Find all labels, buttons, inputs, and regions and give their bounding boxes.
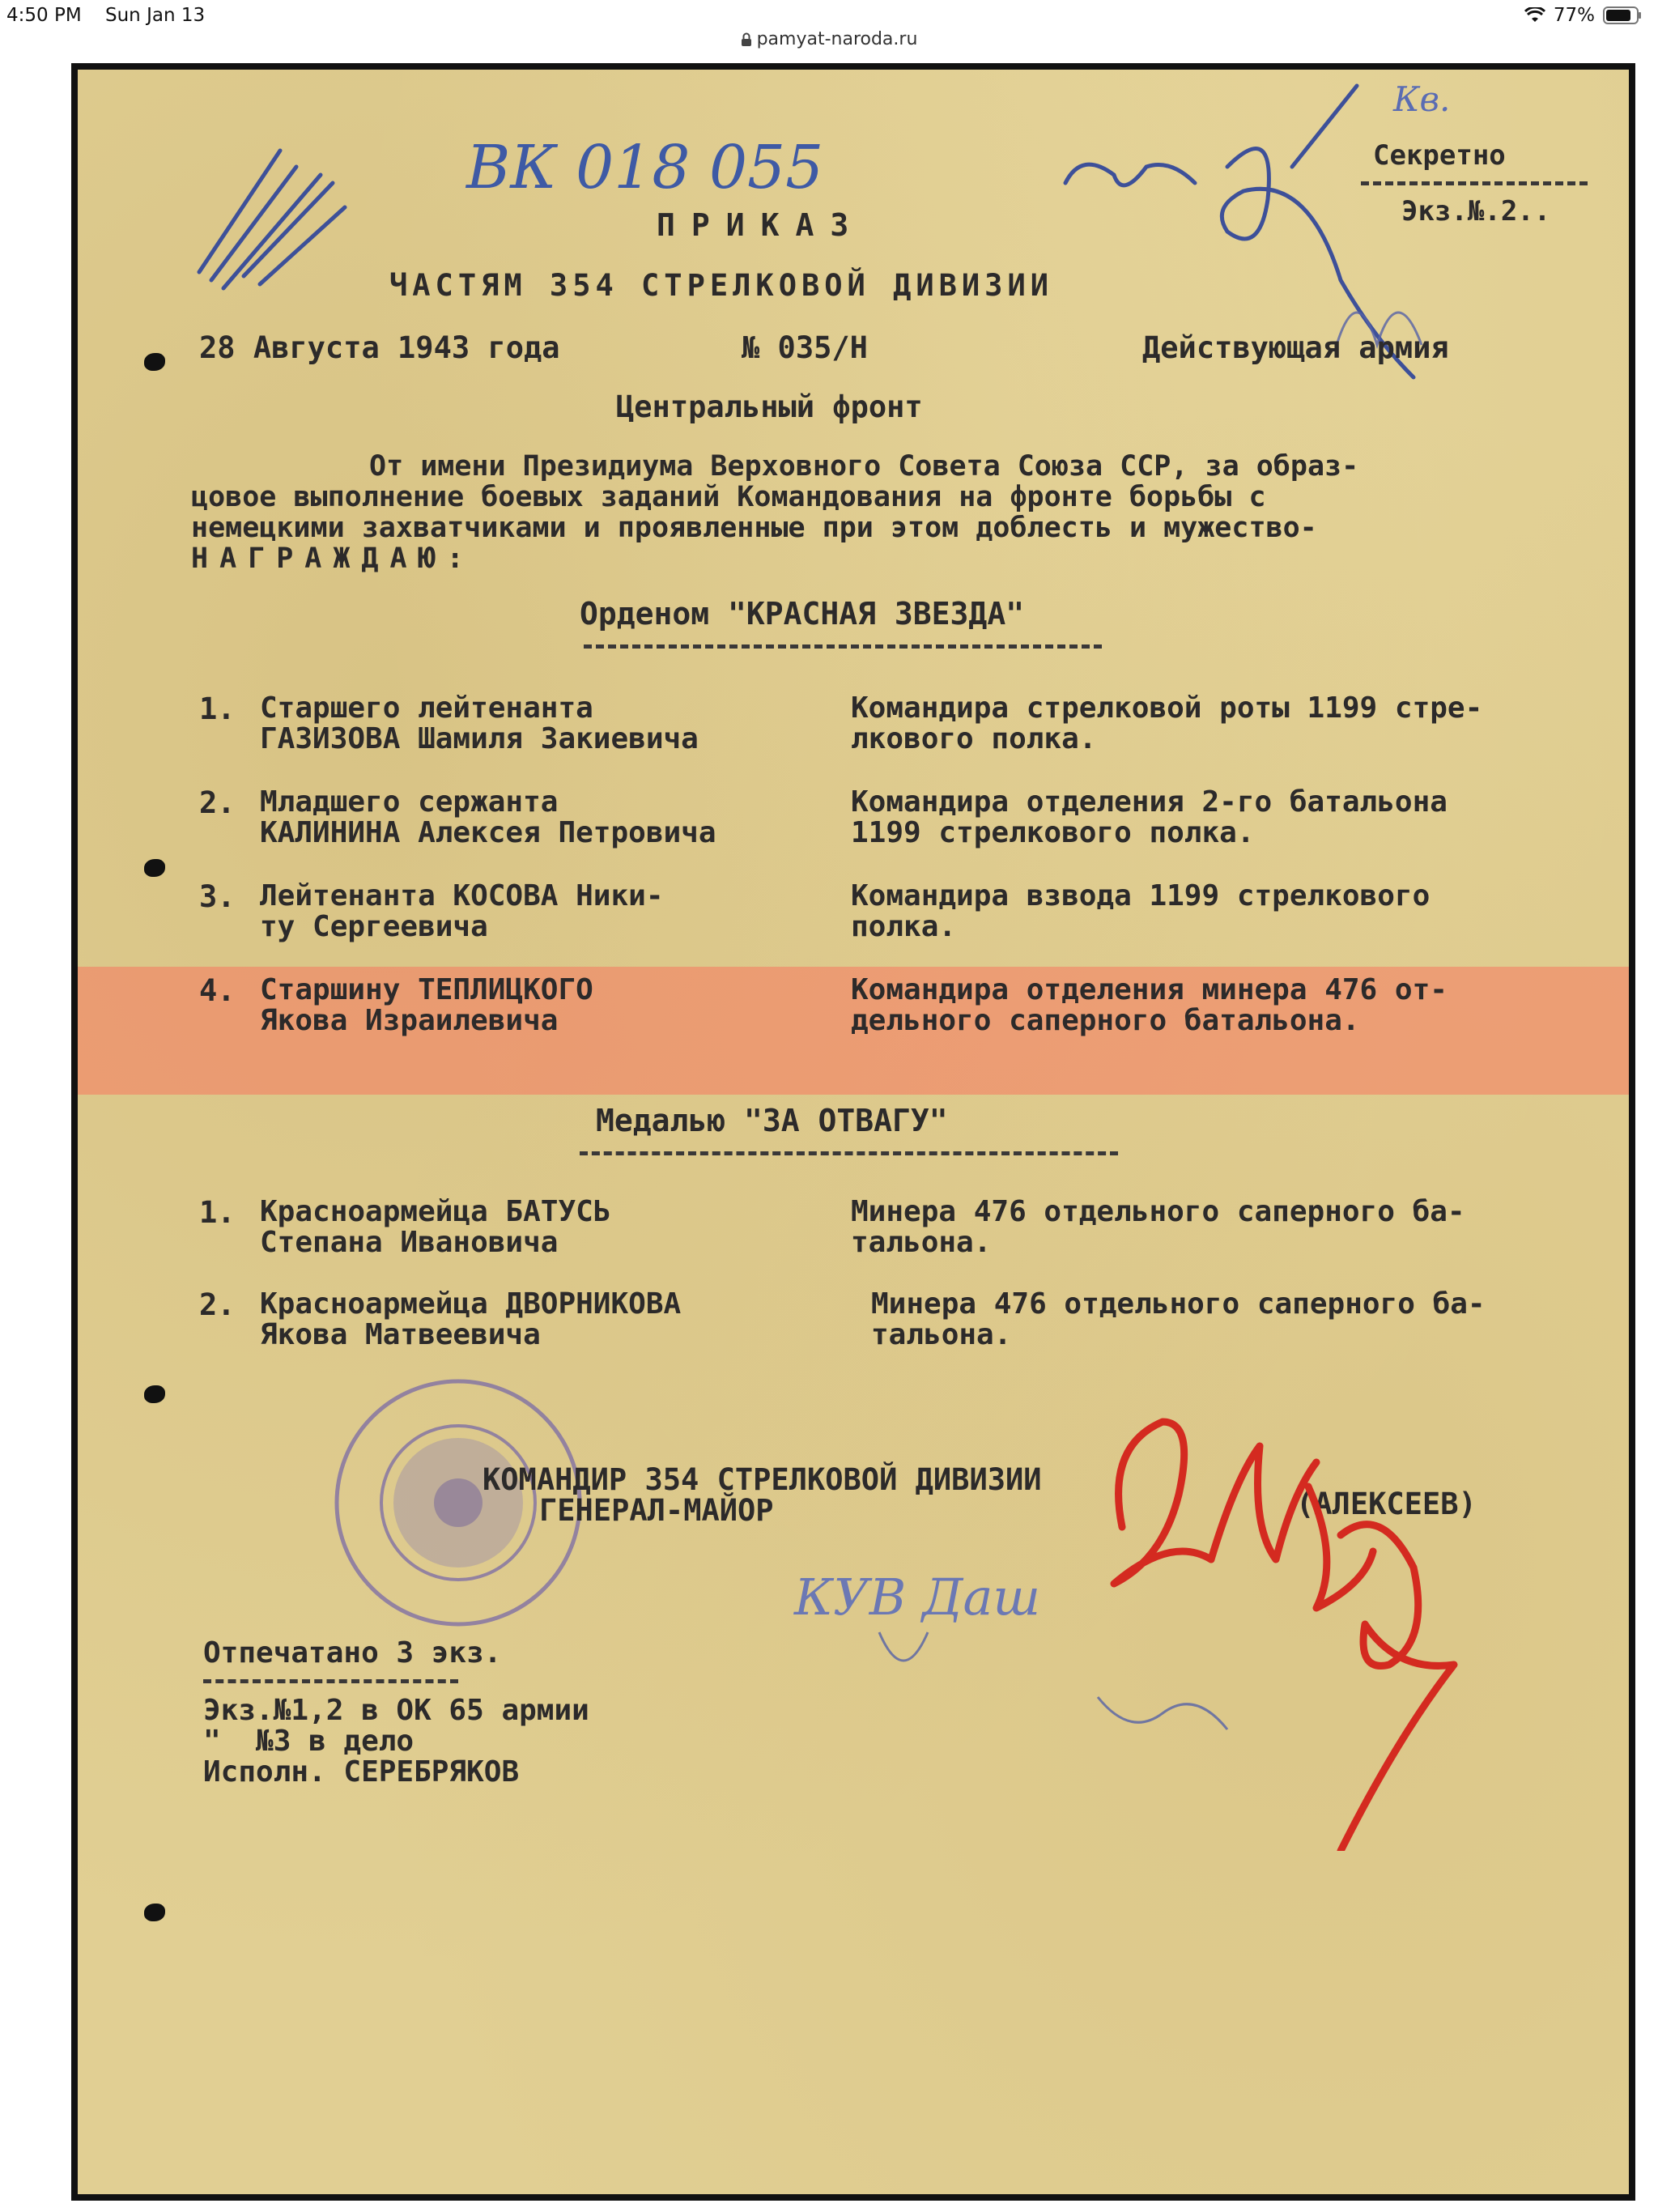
document-page [78,70,1629,2194]
recipient-role: лкового полка. [851,722,1097,755]
army-label: Действующая армия [1142,330,1449,365]
distribution-line: " №3 в дело [203,1725,414,1758]
list-item-number: 3. [199,879,236,914]
section-title-medal-bravery: Медалью "ЗА ОТВАГУ" [596,1103,948,1138]
commander-signature [1073,1397,1478,1851]
recipient-name: Степана Ивановича [260,1226,559,1259]
recipient-role: Минера 476 отдельного саперного ба- [871,1287,1486,1321]
punch-hole [144,1385,165,1403]
recipient-role: Командира взвода 1199 стрелкового [851,879,1431,912]
recipient-rank: Младшего сержанта [260,785,559,819]
list-item-number: 4. [199,973,236,1008]
preamble-line: немецкими захватчиками и проявленные при этом доблесть и мужество- [191,512,1317,544]
recipient-name: Якова Матвеевича [260,1318,541,1351]
order-subtitle: ЧАСТЯМ 354 СТРЕЛКОВОЙ ДИВИЗИИ [389,268,1054,303]
list-item-number: 2. [199,1287,236,1322]
secret-label: Секретно [1373,139,1506,172]
status-date: Sun Jan 13 [105,5,206,26]
copy-label: Экз.№.2.. [1401,195,1551,228]
secret-underline [1361,181,1588,185]
order-title: ПРИКАЗ [657,207,865,243]
recipient-rank: Лейтенанта КОСОВА Ники- [260,879,664,912]
handwritten-corner-mark: Кв. [1393,79,1451,119]
commander-title: КОМАНДИР 354 СТРЕЛКОВОЙ ДИВИЗИИ [483,1462,1042,1497]
url-text: pamyat-naroda.ru [756,29,918,49]
distribution-line: Экз.№1,2 в ОК 65 армии [203,1694,589,1727]
status-time: 4:50 PM [6,5,82,26]
list-item-number: 1. [199,691,236,726]
recipient-name: Якова Израилевича [260,1004,559,1037]
preamble-line: От имени Президиума Верховного Совета Союза ССР, за образ- [369,450,1359,483]
section-title-order-red-star: Орденом "КРАСНАЯ ЗВЕЗДА" [580,596,1025,632]
recipient-role: Командира отделения минера 476 от- [851,973,1448,1006]
section-underline [580,1151,1118,1155]
punch-hole [144,353,165,371]
url-bar[interactable] [0,29,1658,58]
preamble-line: цовое выполнение боевых заданий Командования на фронте борьбы с [191,481,1266,513]
section-underline [584,644,1102,649]
recipient-rank: Старшего лейтенанта [260,691,593,725]
list-item-number: 1. [199,1195,236,1230]
front-label: Центральный фронт [616,389,923,424]
recipient-name: ГАЗИЗОВА Шамиля Закиевича [260,722,699,755]
handwritten-note: КУВ Даш [794,1568,1041,1627]
commander-rank: ГЕНЕРАЛ-МАЙОР [539,1493,774,1528]
punch-hole [144,1904,165,1921]
recipient-role: дельного саперного батальона. [851,1004,1360,1037]
printed-copies: Отпечатано 3 экз. [203,1636,502,1670]
order-date: 28 Августа 1943 года [199,330,560,365]
recipient-rank: Старшину ТЕПЛИЦКОГО [260,973,593,1006]
footer-underline [203,1679,458,1683]
commander-name: (АЛЕКСЕЕВ) [1296,1487,1477,1521]
battery-icon [1603,6,1642,24]
recipient-rank: Красноармейца ДВОРНИКОВА [260,1287,682,1321]
executor-line: Исполн. СЕРЕБРЯКОВ [203,1755,520,1789]
lock-icon [741,32,752,47]
recipient-role: тальона. [851,1226,992,1259]
recipient-role: полка. [851,910,957,943]
order-number: № 035/Н [742,330,868,365]
recipient-role: 1199 стрелкового полка. [851,816,1255,849]
recipient-role: Командира отделения 2-го батальона [851,785,1448,819]
document-viewer[interactable] [71,63,1635,2201]
recipient-role: Командира стрелковой роты 1199 стре- [851,691,1483,725]
battery-percent: 77% [1553,5,1595,26]
recipient-name: ту Сергеевича [260,910,488,943]
handwritten-number: ВК 018 055 [466,133,824,202]
recipient-name: КАЛИНИНА Алексея Петровича [260,816,716,849]
recipient-role: Минера 476 отдельного саперного ба- [851,1195,1465,1228]
punch-hole [144,859,165,877]
recipient-rank: Красноармейца БАТУСЬ [260,1195,611,1228]
recipient-role: тальона. [871,1318,1012,1351]
award-verb: НАГРАЖДАЮ: [191,542,475,575]
wifi-icon [1524,7,1545,23]
list-item-number: 2. [199,785,236,820]
